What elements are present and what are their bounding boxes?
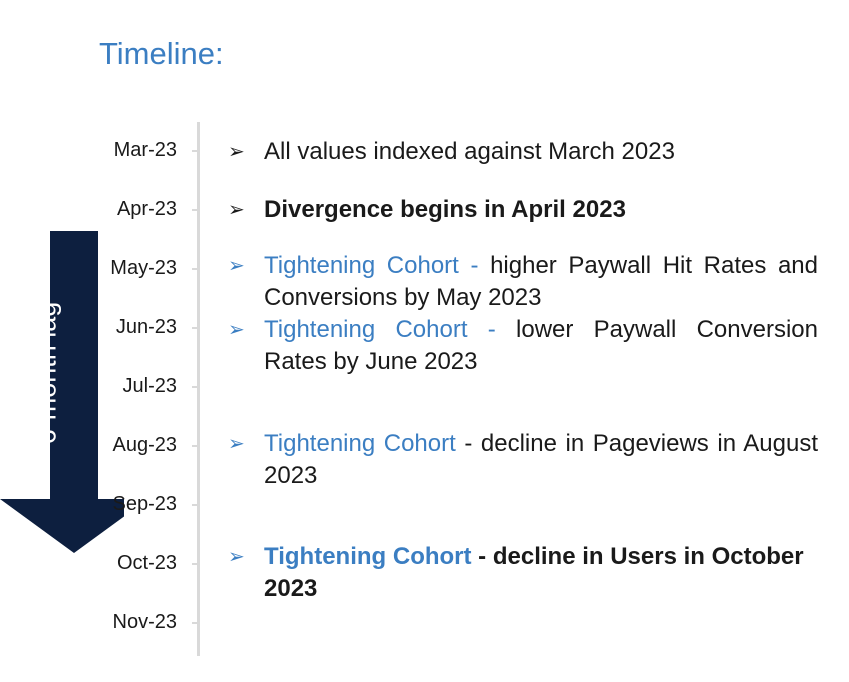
event-description: higher Paywall Hit Rates and Conversions by May 2023 xyxy=(264,252,818,311)
cohort-label: Tightening Cohort - xyxy=(264,252,479,279)
month-label: Jul-23 xyxy=(122,375,177,397)
arrow-bullet-icon: ➢ xyxy=(228,199,245,221)
event-description: - decline in Users in October 2023 xyxy=(264,543,804,602)
month-label: Oct-23 xyxy=(116,552,177,574)
timeline-event xyxy=(228,136,818,168)
timeline-title: Timeline: xyxy=(99,36,224,71)
arrow-bullet-icon: ➢ xyxy=(228,319,245,341)
lag-label: 6-month lag xyxy=(31,301,62,445)
month-label: Apr-23 xyxy=(116,198,177,220)
month-label: Nov-23 xyxy=(112,611,177,633)
arrow-bullet-icon: ➢ xyxy=(228,433,245,455)
month-label: May-23 xyxy=(110,257,177,279)
tick-mark xyxy=(192,268,200,270)
tick-mark xyxy=(192,445,200,447)
arrow-bullet-icon: ➢ xyxy=(228,546,245,568)
tick-mark xyxy=(192,504,200,506)
event-text xyxy=(264,541,818,605)
timeline-event xyxy=(228,250,818,314)
tick-mark xyxy=(192,622,200,624)
event-text xyxy=(264,314,818,378)
cohort-label: Tightening Cohort xyxy=(264,543,472,570)
tick-mark xyxy=(192,563,200,565)
event-text: Divergence begins in April 2023 xyxy=(264,196,626,223)
cohort-label: Tightening Cohort - xyxy=(264,316,496,343)
timeline-event xyxy=(228,194,818,226)
timeline-event xyxy=(228,541,818,605)
tick-mark xyxy=(192,209,200,211)
tick-mark xyxy=(192,327,200,329)
event-text xyxy=(264,428,818,492)
month-label: Mar-23 xyxy=(113,139,177,161)
month-label: Sep-23 xyxy=(112,493,177,515)
month-label: Jun-23 xyxy=(115,316,177,338)
tick-mark xyxy=(192,150,200,152)
tick-mark xyxy=(192,386,200,388)
cohort-label: Tightening Cohort xyxy=(264,430,456,457)
arrow-bullet-icon: ➢ xyxy=(228,141,245,163)
event-text: All values indexed against March 2023 xyxy=(264,138,675,165)
event-description: - decline in Pageviews in August 2023 xyxy=(264,430,818,489)
month-label: Aug-23 xyxy=(112,434,177,456)
event-text xyxy=(264,250,818,314)
arrow-bullet-icon: ➢ xyxy=(228,255,245,277)
timeline-axis xyxy=(197,122,200,656)
timeline-event xyxy=(228,314,818,378)
timeline-event xyxy=(228,428,818,492)
event-description: lower Paywall Conversion Rates by June 2023 xyxy=(264,316,818,375)
